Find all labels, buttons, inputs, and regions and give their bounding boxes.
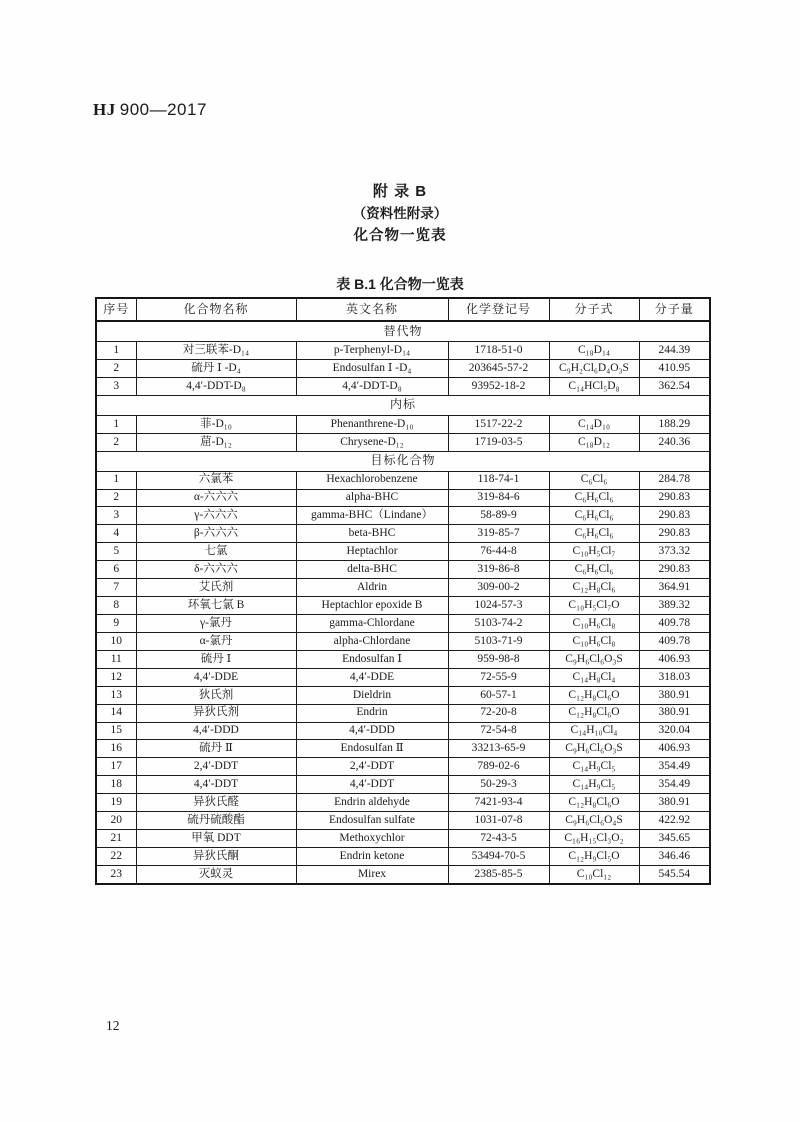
table-row: [96, 794, 710, 812]
column-header-index: 序号: [96, 298, 136, 321]
cell-en-name: Endosulfan Ⅱ: [296, 740, 448, 758]
table-caption: 表 B.1 化合物一览表: [336, 276, 464, 292]
column-header-mw: 分子量: [639, 298, 710, 321]
appendix-subtitle: （资料性附录）: [352, 206, 448, 221]
cell-cas: 319-86-8: [448, 561, 549, 579]
table-row: [96, 740, 710, 758]
table-row: [96, 433, 710, 451]
cell-cn-name: 七氯: [136, 543, 296, 561]
cell-cn-name: δ-六六六: [136, 561, 296, 579]
cell-mw: 346.46: [639, 847, 710, 865]
cell-formula: C₁₄H₉Cl₅: [549, 758, 639, 776]
cell-en-name: Heptachlor: [296, 543, 448, 561]
table-section-row: [96, 321, 710, 342]
cell-formula: C₁₈D₁₄: [549, 342, 639, 360]
table-section-label: 替代物: [96, 321, 710, 342]
cell-cn-name: α-氯丹: [136, 632, 296, 650]
cell-index: 1: [96, 415, 136, 433]
table-row: [96, 704, 710, 722]
cell-formula: C₁₀H₅Cl₇O: [549, 597, 639, 615]
table-row: [96, 632, 710, 650]
cell-en-name: gamma-BHC（Lindane）: [296, 507, 448, 525]
cell-formula: C₁₆H₁₅Cl₃O₂: [549, 830, 639, 848]
cell-en-name: Methoxychlor: [296, 830, 448, 848]
appendix-heading: [0, 181, 800, 248]
cell-formula: C₉H₆Cl₆O₃S: [549, 740, 639, 758]
cell-cas: 58-89-9: [448, 507, 549, 525]
cell-en-name: 4,4′-DDE: [296, 668, 448, 686]
cell-cas: 1718-51-0: [448, 342, 549, 360]
cell-index: 21: [96, 830, 136, 848]
cell-cas: 93952-18-2: [448, 377, 549, 395]
cell-en-name: Endosulfan Ⅰ -D₄: [296, 359, 448, 377]
table-row: [96, 377, 710, 395]
table-row: [96, 597, 710, 615]
cell-cas: 72-43-5: [448, 830, 549, 848]
cell-cas: 7421-93-4: [448, 794, 549, 812]
cell-index: 5: [96, 543, 136, 561]
table-section-label: 目标化合物: [96, 451, 710, 471]
cell-en-name: p-Terphenyl-D₁₄: [296, 342, 448, 360]
cell-formula: C₆H₆Cl₆: [549, 507, 639, 525]
cell-en-name: Phenanthrene-D₁₀: [296, 415, 448, 433]
cell-cas: 309-00-2: [448, 579, 549, 597]
cell-mw: 290.83: [639, 489, 710, 507]
cell-cn-name: 六氯苯: [136, 471, 296, 489]
cell-formula: C₁₄H₈Cl₄: [549, 668, 639, 686]
cell-en-name: 2,4′-DDT: [296, 758, 448, 776]
cell-mw: 409.78: [639, 632, 710, 650]
cell-cn-name: β-六六六: [136, 525, 296, 543]
cell-cas: 1719-03-5: [448, 433, 549, 451]
cell-cn-name: 对三联苯-D₁₄: [136, 342, 296, 360]
cell-en-name: 4,4′-DDT: [296, 776, 448, 794]
cell-en-name: Endrin aldehyde: [296, 794, 448, 812]
cell-mw: 406.93: [639, 650, 710, 668]
column-header-cn-name: 化合物名称: [136, 298, 296, 321]
compound-table: [95, 297, 711, 885]
cell-cn-name: 硫丹 Ⅰ -D₄: [136, 359, 296, 377]
cell-en-name: delta-BHC: [296, 561, 448, 579]
cell-en-name: Aldrin: [296, 579, 448, 597]
cell-formula: C₁₂H₈Cl₆O: [549, 686, 639, 704]
table-row: [96, 614, 710, 632]
cell-cas: 789-02-6: [448, 758, 549, 776]
cell-cas: 50-29-3: [448, 776, 549, 794]
compound-table-body: [96, 321, 710, 884]
cell-en-name: Endrin: [296, 704, 448, 722]
table-row: [96, 507, 710, 525]
cell-cas: 33213-65-9: [448, 740, 549, 758]
table-row: [96, 686, 710, 704]
cell-cas: 2385-85-5: [448, 865, 549, 884]
cell-index: 6: [96, 561, 136, 579]
table-header-row: [96, 298, 710, 321]
cell-index: 17: [96, 758, 136, 776]
cell-mw: 364.91: [639, 579, 710, 597]
cell-cn-name: 灭蚁灵: [136, 865, 296, 884]
cell-cn-name: γ-氯丹: [136, 614, 296, 632]
table-row: [96, 561, 710, 579]
cell-index: 14: [96, 704, 136, 722]
cell-index: 2: [96, 433, 136, 451]
cell-formula: C₉H₆Cl₆O₃S: [549, 650, 639, 668]
table-row: [96, 776, 710, 794]
standard-code-prefix: HJ: [93, 100, 116, 119]
cell-cn-name: 异狄氏酮: [136, 847, 296, 865]
cell-mw: 410.95: [639, 359, 710, 377]
table-row: [96, 758, 710, 776]
cell-cn-name: 硫丹硫酸酯: [136, 812, 296, 830]
cell-formula: C₆Cl₆: [549, 471, 639, 489]
cell-mw: 318.03: [639, 668, 710, 686]
cell-cn-name: 狄氏剂: [136, 686, 296, 704]
appendix-title: 附 录 B: [372, 183, 428, 200]
cell-cas: 959-98-8: [448, 650, 549, 668]
table-section-row: [96, 395, 710, 415]
cell-formula: C₉H₂Cl₆D₄O₃S: [549, 359, 639, 377]
standard-code-number: 900—2017: [119, 100, 207, 119]
cell-mw: 244.39: [639, 342, 710, 360]
cell-index: 16: [96, 740, 136, 758]
appendix-name: 化合物一览表: [353, 228, 447, 244]
cell-index: 15: [96, 722, 136, 740]
table-row: [96, 650, 710, 668]
cell-cn-name: 4,4′-DDT-D₈: [136, 377, 296, 395]
cell-formula: C₁₀H₆Cl₈: [549, 614, 639, 632]
cell-index: 18: [96, 776, 136, 794]
table-row: [96, 525, 710, 543]
cell-index: 8: [96, 597, 136, 615]
cell-mw: 406.93: [639, 740, 710, 758]
cell-en-name: Chrysene-D₁₂: [296, 433, 448, 451]
cell-formula: C₁₄D₁₀: [549, 415, 639, 433]
cell-index: 2: [96, 359, 136, 377]
cell-cn-name: 2,4′-DDT: [136, 758, 296, 776]
cell-mw: 380.91: [639, 686, 710, 704]
cell-index: 19: [96, 794, 136, 812]
cell-cas: 60-57-1: [448, 686, 549, 704]
cell-index: 22: [96, 847, 136, 865]
cell-en-name: 4,4′-DDD: [296, 722, 448, 740]
cell-formula: C₁₀H₅Cl₇: [549, 543, 639, 561]
cell-formula: C₁₂H₉Cl₅O: [549, 847, 639, 865]
cell-index: 3: [96, 507, 136, 525]
cell-formula: C₁₄H₁₀Cl₄: [549, 722, 639, 740]
table-row: [96, 471, 710, 489]
cell-mw: 422.92: [639, 812, 710, 830]
cell-cn-name: 甲氧 DDT: [136, 830, 296, 848]
cell-cas: 1024-57-3: [448, 597, 549, 615]
cell-index: 11: [96, 650, 136, 668]
cell-cas: 319-85-7: [448, 525, 549, 543]
column-header-en-name: 英文名称: [296, 298, 448, 321]
cell-index: 7: [96, 579, 136, 597]
cell-en-name: alpha-BHC: [296, 489, 448, 507]
cell-en-name: Heptachlor epoxide B: [296, 597, 448, 615]
table-row: [96, 415, 710, 433]
cell-index: 1: [96, 342, 136, 360]
cell-formula: C₁₈D₁₂: [549, 433, 639, 451]
cell-index: 3: [96, 377, 136, 395]
cell-mw: 354.49: [639, 758, 710, 776]
cell-cas: 72-20-8: [448, 704, 549, 722]
cell-cn-name: 异狄氏醛: [136, 794, 296, 812]
cell-cn-name: 4,4′-DDT: [136, 776, 296, 794]
cell-cas: 118-74-1: [448, 471, 549, 489]
cell-mw: 290.83: [639, 507, 710, 525]
cell-cn-name: α-六六六: [136, 489, 296, 507]
cell-cas: 319-84-6: [448, 489, 549, 507]
cell-mw: 240.36: [639, 433, 710, 451]
cell-index: 23: [96, 865, 136, 884]
cell-formula: C₆H₆Cl₆: [549, 561, 639, 579]
cell-cn-name: γ-六六六: [136, 507, 296, 525]
table-row: [96, 543, 710, 561]
cell-cn-name: 环氧七氯 B: [136, 597, 296, 615]
cell-index: 13: [96, 686, 136, 704]
cell-mw: 354.49: [639, 776, 710, 794]
cell-en-name: Endosulfan sulfate: [296, 812, 448, 830]
cell-index: 20: [96, 812, 136, 830]
cell-cas: 72-55-9: [448, 668, 549, 686]
cell-cas: 53494-70-5: [448, 847, 549, 865]
table-row: [96, 359, 710, 377]
cell-mw: 409.78: [639, 614, 710, 632]
cell-index: 9: [96, 614, 136, 632]
cell-mw: 380.91: [639, 704, 710, 722]
cell-mw: 545.54: [639, 865, 710, 884]
table-section-label: 内标: [96, 395, 710, 415]
cell-mw: 380.91: [639, 794, 710, 812]
cell-mw: 389.32: [639, 597, 710, 615]
cell-index: 4: [96, 525, 136, 543]
cell-mw: 320.04: [639, 722, 710, 740]
cell-formula: C₁₀H₆Cl₈: [549, 632, 639, 650]
table-row: [96, 579, 710, 597]
standard-code: [93, 100, 207, 120]
cell-cas: 72-54-8: [448, 722, 549, 740]
table-row: [96, 489, 710, 507]
cell-cas: 203645-57-2: [448, 359, 549, 377]
cell-formula: C₆H₆Cl₆: [549, 525, 639, 543]
cell-formula: C₁₂H₈Cl₆O: [549, 704, 639, 722]
cell-index: 2: [96, 489, 136, 507]
cell-cas: 76-44-8: [448, 543, 549, 561]
cell-mw: 373.32: [639, 543, 710, 561]
cell-cas: 1517-22-2: [448, 415, 549, 433]
cell-mw: 188.29: [639, 415, 710, 433]
cell-mw: 362.54: [639, 377, 710, 395]
cell-index: 1: [96, 471, 136, 489]
cell-index: 10: [96, 632, 136, 650]
cell-formula: C₁₂H₈Cl₆: [549, 579, 639, 597]
cell-cn-name: 艾氏剂: [136, 579, 296, 597]
cell-mw: 284.78: [639, 471, 710, 489]
table-row: [96, 668, 710, 686]
cell-en-name: Endrin ketone: [296, 847, 448, 865]
cell-mw: 290.83: [639, 561, 710, 579]
cell-en-name: beta-BHC: [296, 525, 448, 543]
cell-cas: 5103-71-9: [448, 632, 549, 650]
cell-mw: 290.83: [639, 525, 710, 543]
table-row: [96, 830, 710, 848]
table-row: [96, 812, 710, 830]
table-row: [96, 722, 710, 740]
cell-formula: C₉H₆Cl₆O₄S: [549, 812, 639, 830]
cell-formula: C₁₀Cl₁₂: [549, 865, 639, 884]
cell-cn-name: 硫丹 Ⅰ: [136, 650, 296, 668]
cell-en-name: alpha-Chlordane: [296, 632, 448, 650]
cell-formula: C₁₄HCl₅D₈: [549, 377, 639, 395]
cell-cn-name: 硫丹 Ⅱ: [136, 740, 296, 758]
cell-en-name: Endosulfan Ⅰ: [296, 650, 448, 668]
cell-cn-name: 异狄氏剂: [136, 704, 296, 722]
page-number: 12: [106, 1018, 120, 1033]
table-row: [96, 847, 710, 865]
cell-cn-name: 䓛-D₁₂: [136, 433, 296, 451]
cell-en-name: Hexachlorobenzene: [296, 471, 448, 489]
cell-cn-name: 4,4′-DDE: [136, 668, 296, 686]
cell-cn-name: 菲-D₁₀: [136, 415, 296, 433]
cell-formula: C₆H₆Cl₆: [549, 489, 639, 507]
cell-en-name: gamma-Chlordane: [296, 614, 448, 632]
column-header-formula: 分子式: [549, 298, 639, 321]
cell-en-name: Mirex: [296, 865, 448, 884]
cell-cas: 1031-07-8: [448, 812, 549, 830]
table-row: [96, 342, 710, 360]
cell-cas: 5103-74-2: [448, 614, 549, 632]
cell-formula: C₁₂H₈Cl₆O: [549, 794, 639, 812]
table-row: [96, 865, 710, 884]
cell-cn-name: 4,4′-DDD: [136, 722, 296, 740]
table-section-row: [96, 451, 710, 471]
cell-formula: C₁₄H₉Cl₅: [549, 776, 639, 794]
cell-en-name: Dieldrin: [296, 686, 448, 704]
cell-en-name: 4,4′-DDT-D₈: [296, 377, 448, 395]
column-header-cas: 化学登记号: [448, 298, 549, 321]
cell-mw: 345.65: [639, 830, 710, 848]
cell-index: 12: [96, 668, 136, 686]
